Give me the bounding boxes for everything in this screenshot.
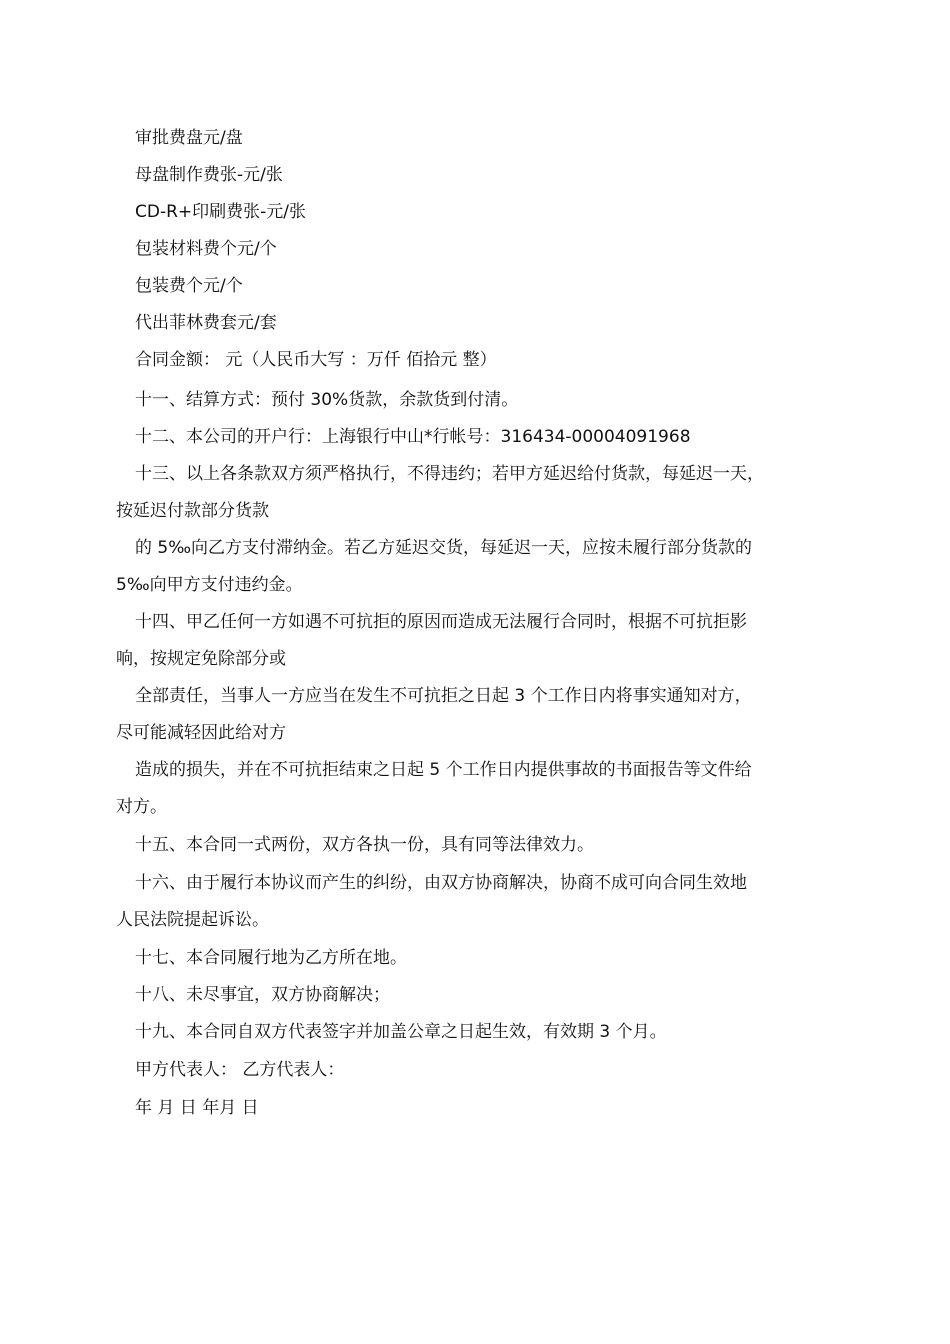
fee-line-master-disc: 母盘制作费张-元/张: [135, 165, 283, 185]
fee-line-packaging: 包装费个元/个: [135, 276, 243, 296]
contract-amount-line: 合同金额： 元（人民币大写 ：万仟 佰拾元 整）: [135, 350, 497, 370]
clause-14-line-4: 尽可能减轻因此给对方: [116, 723, 286, 743]
clause-19: 十九、本合同自双方代表签字并加盖公章之日起生效，有效期 3 个月。: [135, 1022, 667, 1042]
clause-12: 十二、本公司的开户行：上海银行中山*行帐号：316434-00004091968: [135, 427, 691, 447]
clause-16-line-2: 人民法院提起诉讼。: [116, 910, 269, 930]
fee-line-packaging-material: 包装材料费个元/个: [135, 239, 277, 259]
signature-representatives-line: 甲方代表人： 乙方代表人：: [135, 1060, 345, 1080]
clause-14-line-6: 对方。: [116, 797, 167, 817]
signature-date-line: 年 月 日 年月 日: [135, 1098, 259, 1118]
clause-13-line-4: 5‰向甲方支付违约金。: [116, 575, 303, 595]
clause-15: 十五、本合同一式两份，双方各执一份，具有同等法律效力。: [135, 835, 594, 855]
fee-line-cdr-printing: CD-R+印刷费张-元/张: [135, 202, 307, 222]
clause-14-line-3: 全部责任，当事人一方应当在发生不可抗拒之日起 3 个工作日内将事实通知对方，: [135, 686, 752, 706]
clause-14-line-1: 十四、甲乙任何一方如遇不可抗拒的原因而造成无法履行合同时，根据不可抗拒影: [135, 612, 747, 632]
fee-line-approval: 审批费盘元/盘: [135, 128, 243, 148]
fee-line-film: 代出菲林费套元/套: [135, 313, 277, 333]
clause-11: 十一、结算方式：预付 30%货款，余款货到付清。: [135, 390, 519, 410]
clause-14-line-2: 响，按规定免除部分或: [116, 649, 286, 669]
clause-13-line-2: 按延迟付款部分货款: [116, 501, 269, 521]
clause-17: 十七、本合同履行地为乙方所在地。: [135, 948, 407, 968]
clause-14-line-5: 造成的损失，并在不可抗拒结束之日起 5 个工作日内提供事故的书面报告等文件给: [135, 760, 752, 780]
clause-13-line-3: 的 5‰向乙方支付滞纳金。若乙方延迟交货，每延迟一天，应按未履行部分货款的: [135, 538, 753, 558]
clause-13-line-1: 十三、以上各条款双方须严格执行，不得违约；若甲方延迟给付货款，每延迟一天，: [135, 464, 764, 484]
clause-16-line-1: 十六、由于履行本协议而产生的纠纷，由双方协商解决，协商不成可向合同生效地: [135, 873, 747, 893]
clause-18: 十八、未尽事宜，双方协商解决；: [135, 985, 390, 1005]
